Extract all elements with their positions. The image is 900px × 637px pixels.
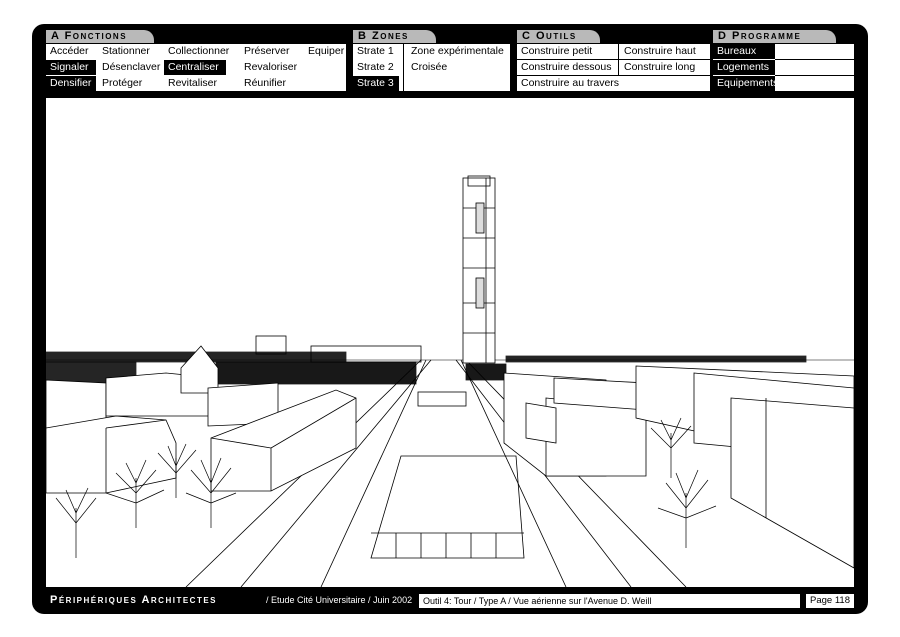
fonction-centraliser[interactable]: Centraliser: [164, 60, 226, 75]
zone-strate-2[interactable]: Strate 2: [357, 61, 394, 73]
page-number: Page 118: [806, 594, 854, 608]
fonction-proteger[interactable]: Protéger: [102, 77, 143, 89]
tab-outils[interactable]: C Outils: [517, 30, 600, 43]
fonction-revitaliser[interactable]: Revitaliser: [168, 77, 218, 89]
fonction-desenclaver[interactable]: Désenclaver: [102, 61, 161, 73]
programme-row-line: [775, 75, 854, 76]
fonction-signaler[interactable]: Signaler: [46, 60, 96, 75]
fonction-equiper[interactable]: Equiper: [308, 45, 345, 57]
tab-zones[interactable]: B Zones: [353, 30, 436, 43]
perspective-view: [46, 98, 854, 587]
zone-strate-3[interactable]: Strate 3: [353, 76, 399, 91]
zones-panel: [353, 44, 510, 91]
outil-construire-long[interactable]: Construire long: [624, 61, 696, 73]
fonctions-panel: [46, 44, 346, 91]
firm-name: Périphériques Architectes: [50, 594, 217, 606]
programme-bureaux[interactable]: Bureaux: [713, 44, 775, 59]
zone-experimentale[interactable]: Zone expérimentale: [411, 45, 504, 57]
fonction-stationner[interactable]: Stationner: [102, 45, 150, 57]
zone-croisee[interactable]: Croisée: [411, 61, 448, 73]
fonction-acceder[interactable]: Accéder: [50, 45, 89, 57]
tab-programme[interactable]: D Programme: [713, 30, 836, 43]
outils-divider: [618, 44, 619, 76]
outil-construire-haut[interactable]: Construire haut: [624, 45, 696, 57]
programme-logements[interactable]: Logements: [713, 60, 775, 75]
fonction-preserver[interactable]: Préserver: [244, 45, 290, 57]
image-caption: Outil 4: Tour / Type A / Vue aérienne sur l'Avenue D. Weill: [419, 594, 800, 608]
zone-strate-1[interactable]: Strate 1: [357, 45, 394, 57]
outils-row-line: [517, 75, 710, 76]
study-label: / Etude Cité Universitaire / Juin 2002: [266, 595, 413, 605]
programme-row-line: [775, 59, 854, 60]
outil-construire-au-travers[interactable]: Construire au travers: [521, 77, 620, 89]
fonction-densifier[interactable]: Densifier: [46, 76, 96, 91]
zones-divider: [403, 44, 404, 91]
programme-panel: [713, 44, 854, 91]
outils-row-line: [517, 59, 710, 60]
fonction-collectionner[interactable]: Collectionner: [168, 45, 230, 57]
outils-panel: [517, 44, 710, 91]
fonction-revaloriser[interactable]: Revaloriser: [244, 61, 298, 73]
fonction-reunifier[interactable]: Réunifier: [244, 77, 287, 89]
outil-construire-petit[interactable]: Construire petit: [521, 45, 593, 57]
outil-construire-dessous[interactable]: Construire dessous: [521, 61, 612, 73]
tab-fonctions[interactable]: A Fonctions: [46, 30, 154, 43]
programme-equipements[interactable]: Equipements: [713, 76, 775, 91]
perspective-drawing: [46, 98, 854, 587]
